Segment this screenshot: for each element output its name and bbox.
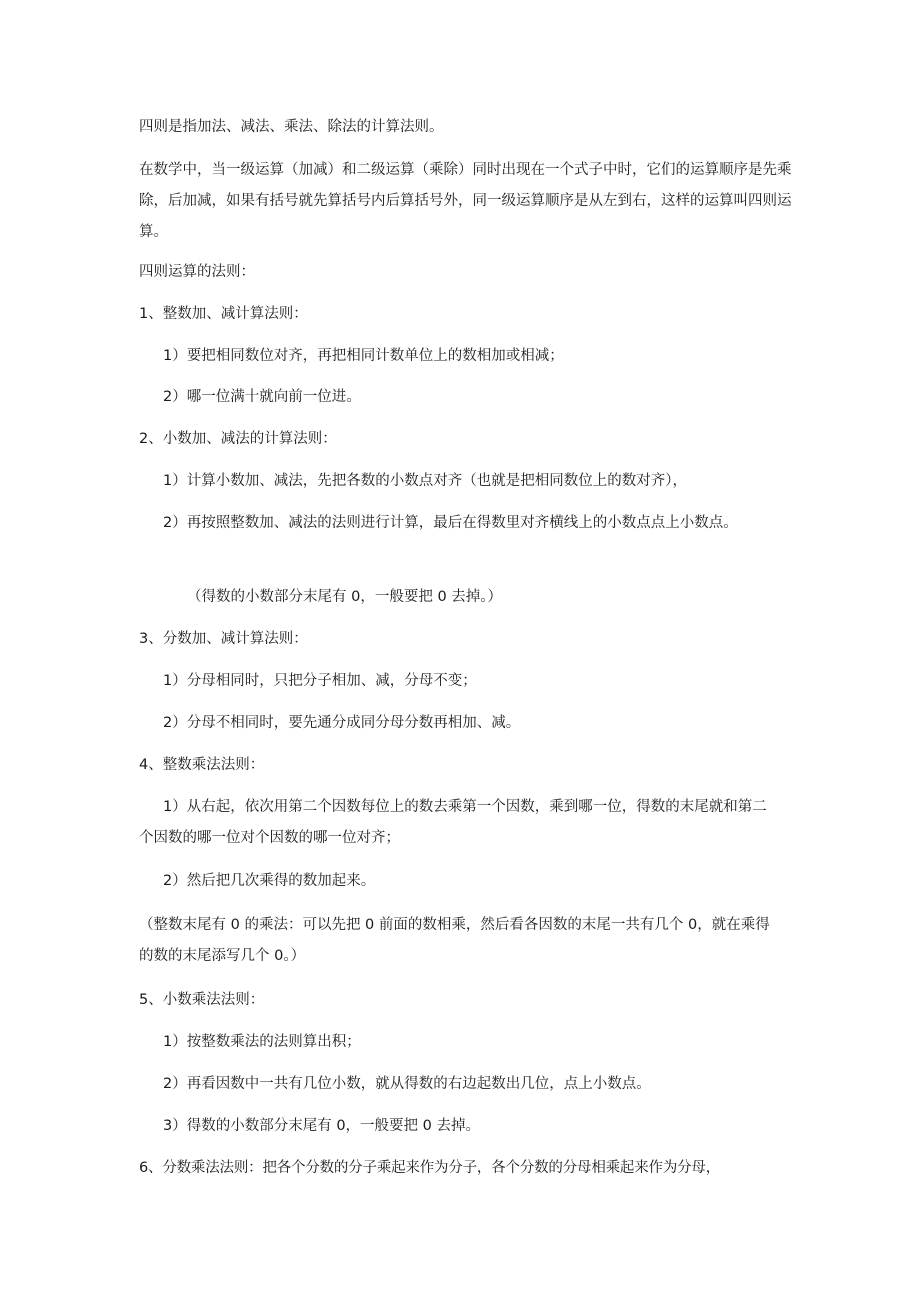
item-decimal-add-1: 1）计算小数加、减法，先把各数的小数点对齐（也就是把相同数位上的数对齐）， [163, 473, 687, 489]
item-fraction-add-1: 1）分母相同时，只把分子相加、减，分母不变； [163, 673, 477, 689]
item-decimal-multiply-1: 1）按整数乘法的法则算出积； [163, 1034, 361, 1050]
heading-fraction-add-sub: 3、分数加、减计算法则： [139, 631, 308, 647]
heading-integer-multiply: 4、整数乘法法则： [139, 757, 265, 773]
item-decimal-multiply-3: 3）得数的小数部分末尾有 0，一般要把 0 去掉。 [163, 1118, 481, 1134]
item-fraction-add-2: 2）分母不相同时，要先通分成同分母分数再相加、减。 [163, 715, 521, 731]
heading-decimal-multiply: 5、小数乘法法则： [139, 992, 265, 1008]
note-decimal-trailing-zero: （得数的小数部分末尾有 0，一般要把 0 去掉。） [187, 589, 503, 605]
heading-decimal-add-sub: 2、小数加、减法的计算法则： [139, 431, 337, 447]
item-integer-multiply-2: 2）然后把几次乘得的数加起来。 [163, 873, 376, 889]
item-decimal-add-2: 2）再按照整数加、减法的法则进行计算，最后在得数里对齐横线上的小数点点上小数点。 [163, 515, 738, 531]
note-integer-trailing-zero: （整数末尾有 0 的乘法：可以先把 0 前面的数相乘，然后看各因数的末尾一共有几个 0，就在乘得的数的末尾添写几个 0。） [139, 917, 770, 964]
heading-integer-add-sub: 1、整数加、减计算法则： [139, 306, 308, 322]
item-integer-multiply-1: 1）从右起，依次用第二个因数每位上的数去乘第一个因数，乘到哪一位，得数的末尾就和第二个因数的哪一位对个因数的哪一位对齐； [139, 799, 767, 846]
paragraph-operation-order: 在数学中，当一级运算（加减）和二级运算（乘除）同时出现在一个式子中时，它们的运算顺序是先乘除，后加减，如果有括号就先算括号内后算括号外，同一级运算顺序是从左到右，这样的运算叫四则运算。 [139, 162, 792, 240]
heading-rules: 四则运算的法则： [139, 264, 255, 280]
heading-fraction-multiply: 6、分数乘法法则：把各个分数的分子乘起来作为分子，各个分数的分母相乘起来作为分母， [139, 1160, 721, 1176]
item-decimal-multiply-2: 2）再看因数中一共有几位小数，就从得数的右边起数出几位，点上小数点。 [163, 1076, 651, 1092]
item-integer-add-2: 2）哪一位满十就向前一位进。 [163, 389, 361, 405]
item-integer-add-1: 1）要把相同数位对齐，再把相同计数单位上的数相加或相减； [163, 348, 564, 364]
paragraph-intro: 四则是指加法、减法、乘法、除法的计算法则。 [139, 119, 444, 135]
